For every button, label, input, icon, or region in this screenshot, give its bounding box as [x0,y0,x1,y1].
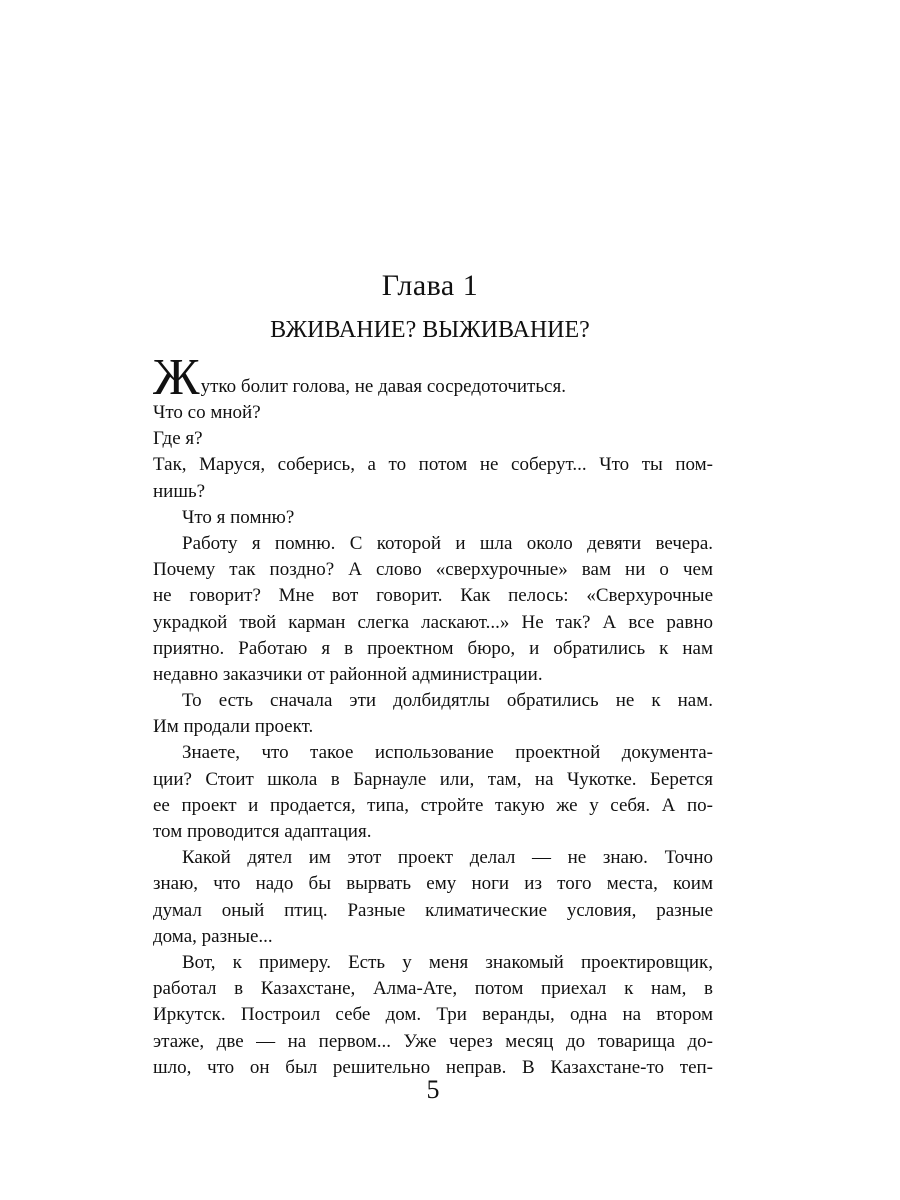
text-line: думал оный птиц. Разные климатические условия, разные [153,899,713,921]
text-line: том проводится адаптация. [153,821,372,842]
text-line-content: утко болит голова, не давая сосредоточиться. [200,376,566,397]
text-line: дома, разные... [153,925,273,947]
text-line: Почему так поздно? А слово «сверхурочные» вам ни о чем [153,559,713,581]
chapter-title: ВЖИВАНИЕ? ВЫЖИВАНИЕ? [270,317,590,343]
text-line: ее проект и продается, типа, стройте такую же у себя. А по- [153,794,713,816]
text-line: приятно. Работаю я в проектном бюро, и обратились к нам [153,637,713,659]
text-line: Что со мной? [153,402,261,423]
text-line [153,349,713,406]
text-line: Где я? [153,428,203,450]
text-line: недавно заказчики от районной администрации. [153,663,543,685]
chapter-number: Глава 1 [381,269,479,302]
text-line: То есть сначала эти долбидятлы обратились не к нам. [182,690,713,712]
text-line: Им продали проект. [153,716,314,738]
page-number: 5 [426,1075,440,1104]
text-line: Так, Маруся, соберись, а то потом не соберут... Что ты пом- [153,454,713,476]
text-line: Вот, к примеру. Есть у меня знакомый проектировщик, [182,951,713,973]
text-line: Знаете, что такое использование проектной документа- [182,742,713,764]
text-line: Работу я помню. С которой и шла около девяти вечера. [182,532,713,554]
text-line: шло, что он был решительно неправ. В Казахстане-то теп- [153,1056,713,1078]
body-text [153,349,713,1081]
text-line: Что я помню? [182,506,295,528]
text-line: Какой дятел им этот проект делал — не знаю. Точно [182,847,713,869]
text-line: работал в Казахстане, Алма-Ате, потом приехал к нам, в [153,978,713,1000]
drop-cap: Ж [153,349,200,406]
text-line: знаю, что надо бы вырвать ему ноги из того места, коим [153,873,713,895]
text-line: украдкой твой карман слегка ласкают...» Не так? А все равно [153,611,713,633]
text-line: не говорит? Мне вот говорит. Как пелось: «Сверхурочные [153,585,713,607]
text-line: нишь? [153,480,206,502]
text-line: Иркутск. Построил себе дом. Три веранды, одна на втором [153,1004,713,1026]
text-line: этаже, две — на первом... Уже через месяц до товарища до- [153,1030,713,1052]
text-line: ции? Стоит школа в Барнауле или, там, на Чукотке. Берется [153,768,713,790]
